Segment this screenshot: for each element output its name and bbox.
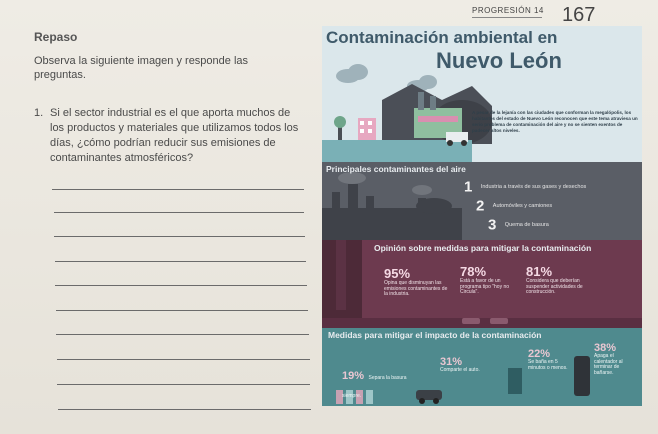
- opinion-text: Opina que disminuyan las emisiones contaminantes de la industria.: [384, 280, 448, 298]
- measure-text: Apaga el calentador al terminar de bañarse.: [594, 353, 623, 376]
- opinion-percent: 95%: [384, 266, 411, 281]
- answer-line-3[interactable]: [54, 236, 305, 237]
- question-1: [34, 106, 304, 166]
- question-number: 1.: [34, 107, 44, 119]
- answer-line-6[interactable]: [56, 310, 308, 311]
- opinion-stat: [384, 266, 448, 298]
- opinion-percent: 81%: [526, 264, 553, 279]
- infographic: [322, 26, 642, 406]
- measure-text: Comparte el auto.: [440, 367, 480, 373]
- opinion-stat: [460, 264, 520, 296]
- opinion-section: [322, 240, 642, 328]
- tree-icon: [334, 116, 346, 140]
- progress-label: PROGRESIÓN 14: [472, 6, 544, 15]
- pollutants-heading: Principales contaminantes del aire: [326, 164, 466, 174]
- pollutant-item: [476, 197, 552, 215]
- building-icon: [358, 118, 376, 140]
- pollutant-item: [464, 178, 586, 196]
- measure-stat: [440, 356, 486, 374]
- pollutant-rank: 3: [488, 216, 497, 234]
- measure-stat: [342, 366, 412, 402]
- page-number: 167: [562, 4, 596, 26]
- opinion-stat: [526, 264, 592, 296]
- pollutant-text: Quema de basura: [504, 221, 549, 228]
- measures-heading: Medidas para mitigar el impacto de la contaminación: [328, 330, 542, 340]
- measure-percent: 22%: [528, 348, 551, 360]
- cloud-icon: [336, 64, 368, 83]
- pollutant-rank: 2: [476, 197, 485, 215]
- answer-line-2[interactable]: [54, 212, 304, 213]
- measure-text: Se baña en 5 minutos o menos.: [528, 359, 568, 371]
- instructions-text: Observa la siguiente imagen y responde las preguntas.: [34, 55, 249, 81]
- measure-percent: 19%: [342, 370, 365, 382]
- shower-icon: [508, 368, 522, 394]
- answer-line-7[interactable]: [56, 334, 309, 335]
- measure-stat: [528, 348, 572, 371]
- car-icon: [416, 390, 442, 404]
- answer-line-10[interactable]: [58, 409, 311, 410]
- question-text: Si el sector industrial es el que aporta muchos de los productos y materiales que utilizamos todos los días, ¿cómo podrían reducir sus emisiones de contaminantes atmosféricos?: [50, 107, 299, 164]
- measure-text: Separa la basura siempre.: [342, 375, 407, 399]
- measure-percent: 31%: [440, 356, 463, 368]
- water-heater-icon: [574, 356, 590, 396]
- pollutant-rank: 1: [464, 178, 473, 196]
- answer-line-1[interactable]: [52, 189, 304, 190]
- answer-line-8[interactable]: [57, 359, 310, 360]
- opinion-text: Considera que deberían suspender actividades de construcción.: [526, 278, 583, 296]
- pollutant-text: Automóviles y camiones: [492, 202, 553, 209]
- infographic-header-section: [322, 26, 642, 162]
- answer-line-5[interactable]: [55, 285, 307, 286]
- infographic-title: Contaminación ambiental en: [326, 28, 558, 47]
- infographic-subtitle: Nuevo León: [436, 48, 562, 73]
- answer-line-9[interactable]: [57, 384, 310, 385]
- measure-stat: [594, 342, 638, 376]
- pollutants-section: [322, 162, 642, 240]
- pollutant-text: Industria a través de sus gases y desechos: [480, 183, 587, 190]
- measure-percent: 38%: [594, 342, 617, 354]
- smog-description: A pesar de la lejanía con las ciudades que conforman la megalópolis, los habitantes del estado de Nuevo León reconocen que este tema atraviesa un serio problema de contaminación del aire y no se sienten exentos de padecer altos niveles.: [472, 110, 638, 133]
- measures-section: [322, 328, 642, 406]
- answer-line-4[interactable]: [55, 261, 306, 262]
- opinion-heading: Opinión sobre medidas para mitigar la contaminación: [374, 243, 592, 253]
- section-title: Repaso: [34, 30, 78, 44]
- opinion-text: Está a favor de un programa tipo "hoy no Circula".: [460, 278, 510, 296]
- pollutant-item: [488, 216, 549, 234]
- opinion-percent: 78%: [460, 264, 487, 279]
- progress-underline: [472, 17, 542, 18]
